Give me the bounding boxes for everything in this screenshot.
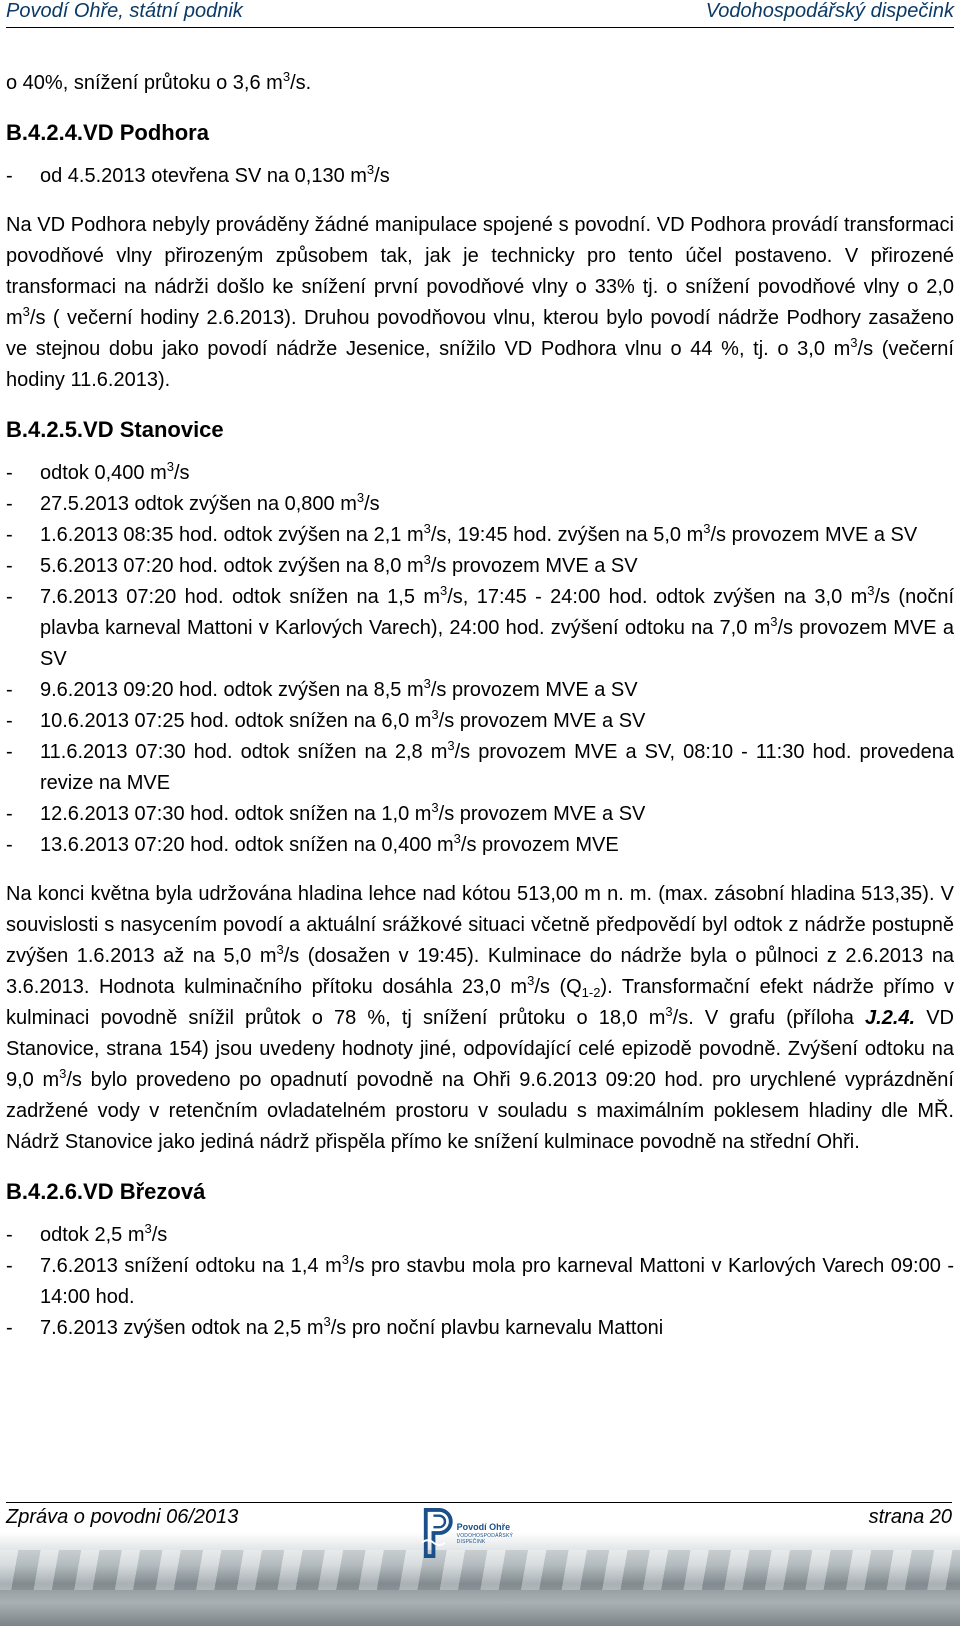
- list-item: - 7.6.2013 07:20 hod. odtok snížen na 1,5 $m^3/s$, 17:45 - 24:00 hod. odtok zvýšen na 3,0 $m^3/s$ (noční plavba karneval Mattoni v Karlových Varech), 24:00 hod. zvýšení odtoku na 7,0 $m^3/s$ provozem MVE a SV: [6, 582, 954, 675]
- povodi-ohre-logo: [420, 1498, 540, 1568]
- list-item: - 10.6.2013 07:25 hod. odtok snížen na 6,0 $m^3/s$ provozem MVE a SV: [6, 706, 954, 737]
- brezova-list: [6, 1220, 954, 1344]
- section-heading-podhora: B.4.2.4.VD Podhora: [6, 120, 209, 145]
- list-item: - 11.6.2013 07:30 hod. odtok snížen na 2,8 $m^3/s$ provozem MVE a SV, 08:10 - 11:30 hod. provedena revize na MVE: [6, 737, 954, 799]
- logo-subtitle: VODOHOSPODÁŘSKÝ DISPEČINK: [456, 1532, 514, 1545]
- logo-name: Povodí Ohře: [456, 1521, 511, 1532]
- header-rule: [6, 27, 954, 28]
- list-item: - odtok 2,5 $m^3/s$: [6, 1220, 954, 1251]
- podhora-list: [6, 161, 954, 192]
- list-item: - odtok 0,400 $m^3/s$: [6, 458, 954, 489]
- list-item: - 7.6.2013 zvýšen odtok na 2,5 $m^3/s$ pro noční plavbu karnevalu Mattoni: [6, 1313, 954, 1344]
- list-item: - 1.6.2013 08:35 hod. odtok zvýšen na 2,1 $m^3/s$, 19:45 hod. zvýšen na 5,0 $m^3/s$ provozem MVE a SV: [6, 520, 954, 551]
- section-heading-brezova: B.4.2.6.VD Březová: [6, 1179, 206, 1204]
- list-item: - 7.6.2013 snížení odtoku na 1,4 $m^3/s$ pro stavbu mola pro karneval Mattoni v Karlových Varech 09:00 - 14:00 hod.: [6, 1251, 954, 1313]
- list-item: - 13.6.2013 07:20 hod. odtok snížen na 0,400 $m^3/s$ provozem MVE: [6, 830, 954, 861]
- list-item: - 9.6.2013 09:20 hod. odtok zvýšen na 8,5 $m^3/s$ provozem MVE a SV: [6, 675, 954, 706]
- header-organization: Povodí Ohře, státní podnik: [6, 0, 243, 22]
- list-item: - 27.5.2013 odtok zvýšen na 0,800 $m^3/s$: [6, 489, 954, 520]
- list-item: - od 4.5.2013 otevřena SV na 0,130 $m^3/s$: [6, 161, 954, 192]
- header-department: Vodohospodářský dispečink: [705, 0, 954, 22]
- stanovice-list: [6, 458, 954, 861]
- appendix-reference: J.2.4.: [865, 1007, 916, 1029]
- list-item: - 5.6.2013 07:20 hod. odtok zvýšen na 8,0 $m^3/s$ provozem MVE a SV: [6, 551, 954, 582]
- footer-page-number: strana 20: [868, 1506, 952, 1528]
- section-heading-stanovice: B.4.2.5.VD Stanovice: [6, 417, 224, 442]
- list-item: - 12.6.2013 07:30 hod. odtok snížen na 1,0 $m^3/s$ provozem MVE a SV: [6, 799, 954, 830]
- page-header: [6, 0, 954, 28]
- page-footer: [0, 1492, 960, 1626]
- logo-p-icon: [420, 1505, 453, 1561]
- intro-text: o 40%, snížení průtoku o 3,6 $m^3/s$.: [6, 69, 312, 94]
- footer-report-title: Zpráva o povodni 06/2013: [6, 1506, 239, 1528]
- podhora-paragraph: Na VD Podhora nebyly prováděny žádné manipulace spojené s povodní. VD Podhora provádí transformaci povodňové vlny přirozeným způsobem tak, jak je technicky pro tento účel postaveno. V přirozené transformaci na nádrži došlo ke snížení první povodňové vlny o 33% tj. o snížení povodňové vlny o 2,0 $m^3/s$ ( večerní hodiny 2.6.2013). Druhou povodňovou vlnu, kterou bylo povodí nádrže Podhory zasaženo ve stejnou dobu jako povodí nádrže Jesenice, snížilo VD Podhora vlnu o 44 %, tj. o 3,0 $m^3/s$ (večerní hodiny 11.6.2013).: [6, 214, 954, 391]
- document-body: [6, 68, 954, 1344]
- stanovice-paragraph: Na konci května byla udržována hladina lehce nad kótou 513,00 m n. m. (max. zásobní hladina 513,35). V souvislosti s nasycením povodí a aktuální srážkové situaci včetně předpovědí byl odtok z nádrže postupně zvýšen 1.6.2013 až na 5,0 $m^3/s$ (dosažen v 19:45). Kulminace do nádrže byla o půlnoci z 2.6.2013 na 3.6.2013. Hodnota kulminačního přítoku dosáhla 23,0 $m^3/s$ $(Q_{1-2})$. Transformační efekt nádrže přímo v kulminaci povodně snížil průtok o 78 %, tj snížení průtoku o 18,0 $m^3/s$. V grafu (příloha J.2.4. VD Stanovice, strana 154) jsou uvedeny hodnoty jiné, odpovídající celé epizodě povodně. Zvýšení odtoku na 9,0 $m^3/s$ bylo provedeno po opadnutí povodně na Ohři 9.6.2013 09:20 hod. pro urychlené vyprázdnění zadržené vody v retenčním ovladatelném prostoru v souladu s maximálním poklesem hladiny dle MŘ. Nádrž Stanovice jako jediná nádrž přispěla přímo ke snížení kulminace povodně na střední Ohři.: [6, 883, 954, 1153]
